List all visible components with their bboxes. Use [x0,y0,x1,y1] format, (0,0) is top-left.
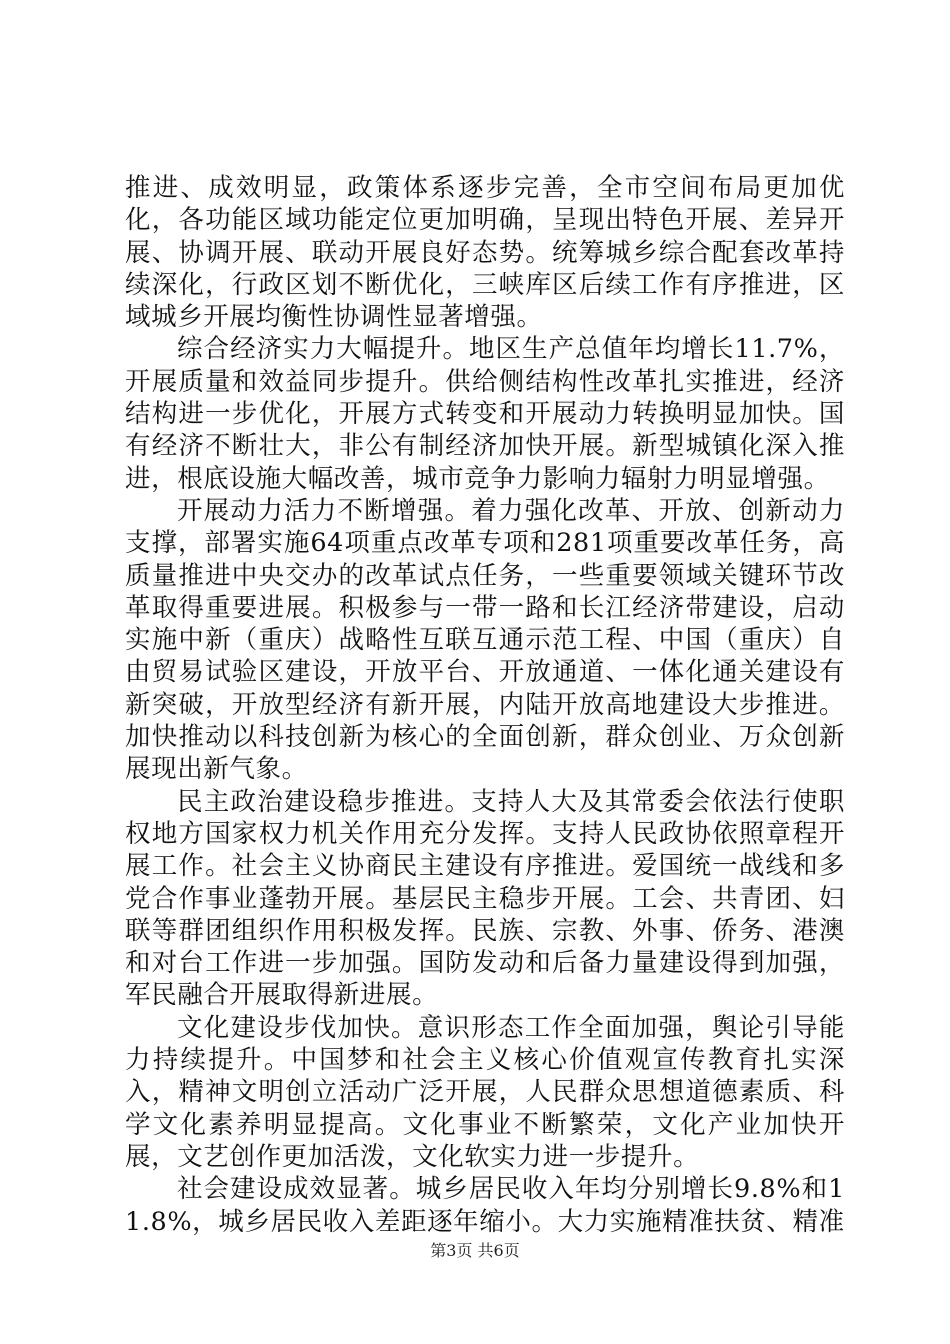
paragraph-2: 综合经济实力大幅提升。地区生产总值年均增长11.7%，开展质量和效益同步提升。供给侧结构性改革扎实推进，经济结构进一步优化，开展方式转变和开展动力转换明显加快。国有经济不断壮大，非公有制经济加快开展。新型城镇化深入推进，根底设施大幅改善，城市竞争力影响力辐射力明显增强。 [125,334,845,494]
paragraph-3: 开展动力活力不断增强。着力强化改革、开放、创新动力支撑，部署实施64项重点改革专项和281项重要改革任务，高质量推进中央交办的改革试点任务，一些重要领域关键环节改革取得重要进展。积极参与一带一路和长江经济带建设，启动实施中新（重庆）战略性互联互通示范工程、中国（重庆）自由贸易试验区建设，开放平台、开放通道、一体化通关建设有新突破，开放型经济有新开展，内陆开放高地建设大步推进。加快推动以科技创新为核心的全面创新，群众创业、万众创新展现出新气象。 [125,495,845,785]
paragraph-6: 社会建设成效显著。城乡居民收入年均分别增长9.8%和11.8%，城乡居民收入差距逐年缩小。大力实施精准扶贫、精准 [125,1174,845,1237]
document-body [125,172,845,1238]
paragraph-4: 民主政治建设稳步推进。支持人大及其常委会依法行使职权地方国家权力机关作用充分发挥。支持人民政协依照章程开展工作。社会主义协商民主建设有序推进。爱国统一战线和多党合作事业蓬勃开展。基层民主稳步开展。工会、共青团、妇联等群团组织作用积极发挥。民族、宗教、外事、侨务、港澳和对台工作进一步加强。国防发动和后备力量建设得到加强，军民融合开展取得新进展。 [125,786,845,1011]
paragraph-5: 文化建设步伐加快。意识形态工作全面加强，舆论引导能力持续提升。中国梦和社会主义核心价值观宣传教育扎实深入，精神文明创立活动广泛开展，人民群众思想道德素质、科学文化素养明显提高。文化事业不断繁荣，文化产业加快开展，文艺创作更加活泼，文化软实力进一步提升。 [125,1012,845,1172]
paragraph-1: 推进、成效明显，政策体系逐步完善，全市空间布局更加优化，各功能区域功能定位更加明确，呈现出特色开展、差异开展、协调开展、联动开展良好态势。统筹城乡综合配套改革持续深化，行政区划不断优化，三峡库区后续工作有序推进，区域城乡开展均衡性协调性显著增强。 [125,173,845,333]
page-number-footer: 第3页 共6页 [430,1241,520,1260]
